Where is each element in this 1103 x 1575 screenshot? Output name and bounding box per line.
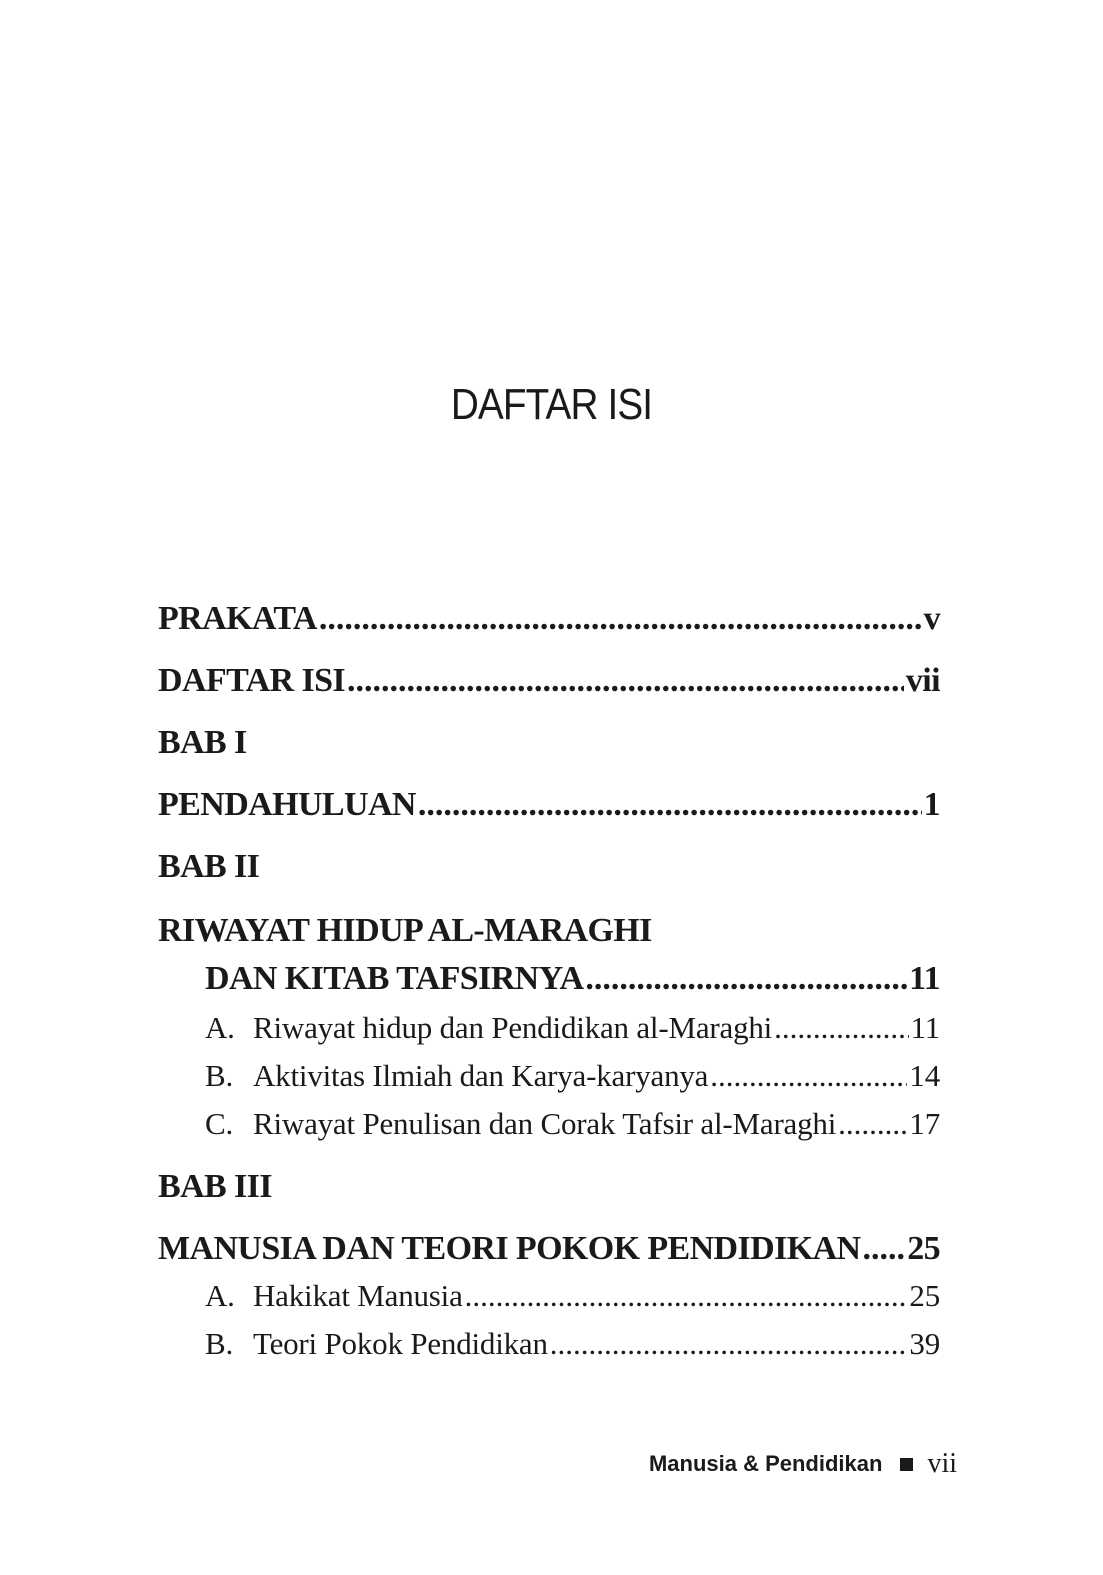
- dot-leader: [710, 1058, 907, 1094]
- toc-entry-label: DAFTAR ISI: [158, 662, 346, 699]
- toc-subentry-letter: A.: [205, 1010, 235, 1045]
- dot-leader: [347, 662, 904, 700]
- toc-entry-label: PRAKATA: [158, 600, 317, 637]
- toc-entry-page: 11: [910, 1010, 940, 1045]
- toc-subentry-letter: B.: [205, 1326, 234, 1361]
- toc-entry-label: Aktivitas Ilmiah dan Karya-karyanya: [253, 1058, 709, 1093]
- toc-entry-page: 14: [909, 1058, 940, 1093]
- toc-subentry-2b: [205, 1058, 940, 1094]
- toc-chapter-heading-2: [158, 848, 259, 886]
- toc-entry-page: 17: [909, 1106, 940, 1141]
- toc-entry-label: DAN KITAB TAFSIRNYA: [205, 960, 584, 997]
- toc-entry-kitab-tafsir: [205, 960, 940, 998]
- running-book-title: Manusia & Pendidikan: [648, 1451, 883, 1476]
- toc-entry-label: BAB I: [158, 724, 247, 761]
- page-title: DAFTAR ISI: [450, 380, 653, 429]
- toc-entry-label: MANUSIA DAN TEORI POKOK PENDIDIKAN: [158, 1230, 861, 1267]
- dot-leader: [418, 786, 922, 824]
- toc-entry-page: 25: [909, 1278, 940, 1313]
- toc-subentry-3a: [205, 1278, 940, 1314]
- dot-leader: [465, 1278, 908, 1314]
- toc-entry-prakata: [158, 600, 940, 638]
- toc-subentry-2a: [205, 1010, 940, 1046]
- square-bullet-icon: [900, 1458, 913, 1471]
- toc-entry-page: 11: [909, 960, 940, 997]
- toc-entry-label: BAB II: [158, 848, 260, 885]
- toc-entry-label: RIWAYAT HIDUP AL-MARAGHI: [158, 912, 652, 949]
- toc-subentry-letter: C.: [205, 1106, 234, 1141]
- toc-chapter-heading-1: [158, 724, 247, 762]
- toc-entry-label: PENDAHULUAN: [158, 786, 416, 823]
- dot-leader: [862, 1230, 905, 1268]
- dot-leader: [550, 1326, 908, 1362]
- toc-entry-page: 39: [909, 1326, 940, 1361]
- toc-subentry-2c: [205, 1106, 940, 1142]
- page-footer: [649, 1448, 957, 1480]
- toc-entry-page: vii: [905, 662, 940, 699]
- toc-entry-page: v: [923, 600, 940, 637]
- toc-subentry-letter: A.: [205, 1278, 235, 1313]
- page-number: vii: [927, 1448, 957, 1479]
- toc-entry-label: Riwayat hidup dan Pendidikan al-Maraghi: [253, 1010, 773, 1045]
- toc-subentry-3b: [205, 1326, 940, 1362]
- toc-chapter-heading-3: [158, 1168, 272, 1206]
- toc-entry-label: Hakikat Manusia: [253, 1278, 463, 1313]
- toc-entry-daftar-isi: [158, 662, 940, 700]
- dot-leader: [774, 1010, 908, 1046]
- toc-entry-page: 1: [923, 786, 940, 823]
- toc-entry-page: 25: [907, 1230, 940, 1267]
- toc-entry-pendahuluan: [158, 786, 940, 824]
- dot-leader: [585, 960, 907, 998]
- toc-entry-label: BAB III: [158, 1168, 272, 1205]
- toc-entry-label: Teori Pokok Pendidikan: [253, 1326, 548, 1361]
- toc-entry-riwayat-hidup: [158, 912, 652, 950]
- dot-leader: [319, 600, 922, 638]
- toc-subentry-letter: B.: [205, 1058, 234, 1093]
- toc-entry-label: Riwayat Penulisan dan Corak Tafsir al-Maraghi: [253, 1106, 837, 1141]
- toc-entry-manusia: [158, 1230, 940, 1268]
- dot-leader: [838, 1106, 907, 1142]
